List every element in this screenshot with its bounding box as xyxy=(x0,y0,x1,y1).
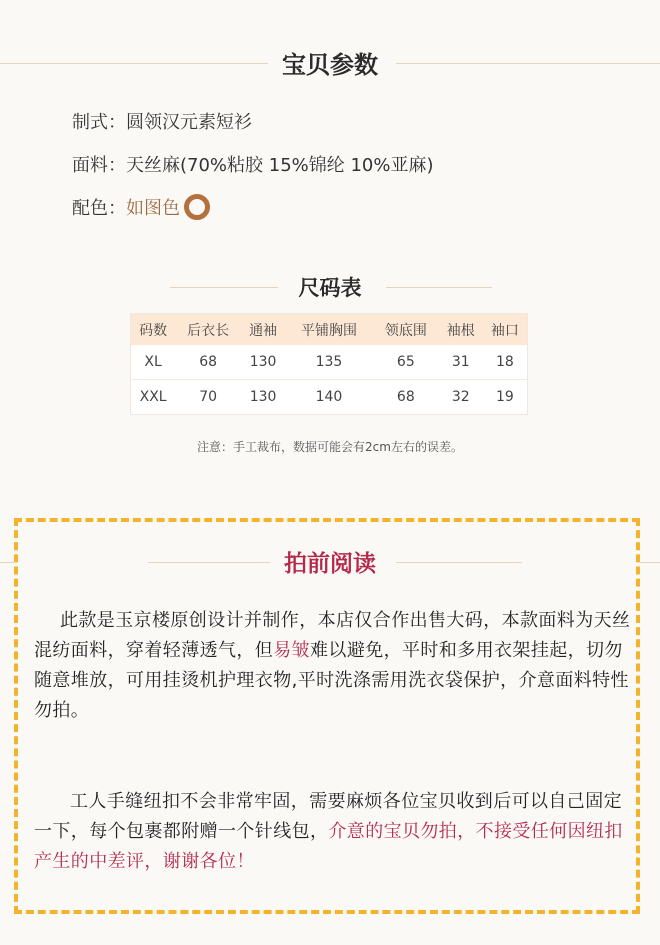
table-cell: 19 xyxy=(483,380,528,415)
table-cell: 65 xyxy=(373,345,439,380)
table-cell: 32 xyxy=(439,380,483,415)
notice-paragraph-1 xyxy=(34,606,638,726)
table-cell: 18 xyxy=(483,345,528,380)
notice-p1-highlight: 易皱 xyxy=(273,640,311,661)
notice-p1-text-after: 难以避免，平时和多用衣架挂起，切勿随意堆放，可用挂烫机护理衣物,平时洗涤需用洗衣袋保护，介意面料特性勿拍。 xyxy=(34,640,629,721)
header-cell: 袖根 xyxy=(439,314,483,346)
size-table-title: 尺码表 xyxy=(298,275,362,300)
notice-p2-highlight: 介意的宝贝勿拍，不接受任何因纽扣产生的中差评，谢谢各位！ xyxy=(34,821,623,872)
notice-p2-text: 工人手缝纽扣不会非常牢固，需要麻烦各位宝贝收到后可以自己固定一下，每个包裹都附赠一个针线包， xyxy=(34,791,622,842)
header-cell: 平铺胸围 xyxy=(285,314,373,346)
fabric-value: 天丝麻(70%粘胶 15%锦纶 10%亚麻) xyxy=(126,155,434,176)
table-row xyxy=(131,380,528,415)
table-cell: 130 xyxy=(241,345,285,380)
size-table-note: 注意：手工裁布，数据可能会有2cm左右的误差。 xyxy=(197,440,463,454)
size-table xyxy=(130,313,528,415)
table-cell: XXL xyxy=(131,380,176,415)
table-cell: 31 xyxy=(439,345,483,380)
table-cell: 130 xyxy=(241,380,285,415)
param-fabric xyxy=(72,151,434,177)
param-craft xyxy=(72,108,252,134)
header-cell: 袖口 xyxy=(483,314,528,346)
table-cell: 135 xyxy=(285,345,373,380)
craft-value: 圆领汉元素短衫 xyxy=(126,112,252,133)
table-cell: 68 xyxy=(373,380,439,415)
table-cell: 68 xyxy=(175,345,241,380)
notice-title: 拍前阅读 xyxy=(284,550,376,577)
header-cell: 通袖 xyxy=(241,314,285,346)
notice-paragraph-2 xyxy=(34,787,638,877)
table-cell: 70 xyxy=(175,380,241,415)
table-cell: XL xyxy=(131,345,176,380)
color-label: 配色： xyxy=(72,198,126,219)
params-title: 宝贝参数 xyxy=(282,50,378,79)
color-swatch-ring-icon xyxy=(184,194,210,220)
color-value: 如图色 xyxy=(126,198,180,219)
table-row xyxy=(131,345,528,380)
notice-p1-text: 此款是玉京楼原创设计并制作，本店仅合作出售大码，本款面料为天丝混纺面料，穿着轻薄透气，但 xyxy=(34,610,631,661)
header-cell: 领底围 xyxy=(373,314,439,346)
size-table-header-row xyxy=(131,314,528,346)
param-color xyxy=(72,194,210,222)
fabric-label: 面料： xyxy=(72,155,126,176)
craft-label: 制式： xyxy=(72,112,126,133)
table-cell: 140 xyxy=(285,380,373,415)
header-cell: 后衣长 xyxy=(175,314,241,346)
header-cell: 码数 xyxy=(131,314,176,346)
